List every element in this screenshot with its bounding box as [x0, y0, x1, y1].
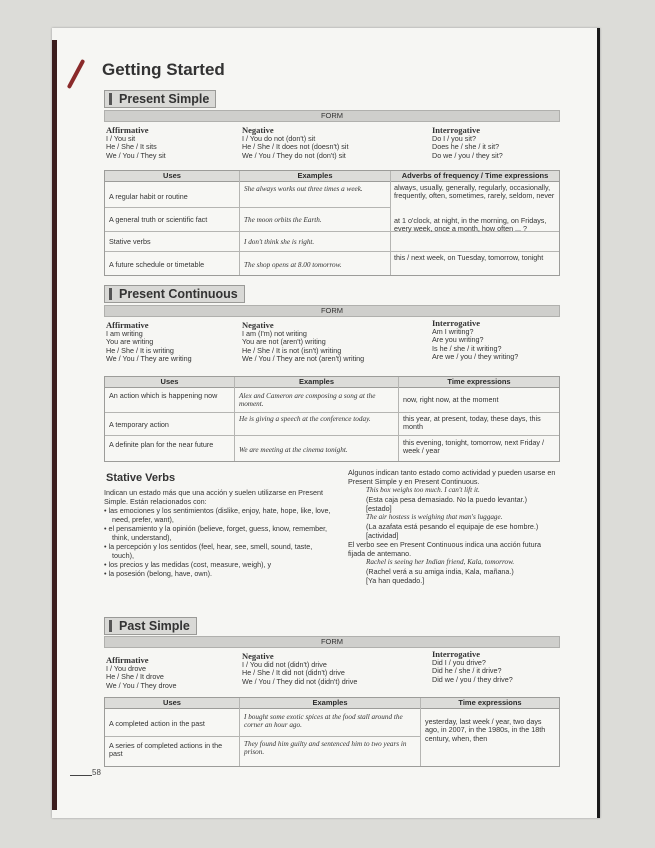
present-continuous-heading: Present Continuous [104, 285, 245, 303]
ps-adverbs-1: always, usually, generally, regularly, occasionally, frequently, often, sometimes, rarely, seldom, never [394, 183, 555, 201]
ps-adverbs-3: this / next week, on Tuesday, tomorrow, tonight [394, 253, 544, 262]
past-example-1: I bought some exotic spices at the food stall around the corner an hour ago. [244, 713, 403, 730]
ps-use-2: A general truth or scientific fact [109, 215, 208, 224]
ps-example-1: She always works out three times a week. [244, 185, 363, 193]
ps-example-3: I don't think she is right. [244, 238, 315, 246]
pc-use-1: An action which is happening now [109, 391, 218, 400]
ps-use-4: A future schedule or timetable [109, 260, 205, 269]
pc-example-1: Alex and Cameron are composing a song at the moment. [239, 392, 376, 409]
pc-negative: Negative I am (I'm) not writing You are not (aren't) writing He / She / It is not (isn't) writing We / You / They are not (aren't) writing [242, 320, 365, 364]
pc-example-3: We are meeting at the cinema tonight. [239, 446, 348, 454]
pc-use-3: A definite plan for the near future [109, 440, 214, 449]
past-use-2: A series of completed actions in the past [109, 741, 223, 759]
pc-interrogative: Interrogative Am I writing? Are you writing? Is he / she / it writing? Are we / you / they writing? [432, 318, 519, 362]
pc-example-2: He is giving a speech at the conference today. [239, 415, 371, 423]
ps-use-3: Stative verbs [109, 237, 151, 246]
stative-verbs-left: Indican un estado más que una acción y suelen utilizarse en Present Simple. Están relacionados con: • las emociones y los sentimientos (dislike, enjoy, hate, hope, like, love, need, prefer, want), • el pensamiento y la opinión (believe, forget, guess, know, remember, think, understand), • la percepción y los sentidos (feel, hear, see, smell, sound, taste, touch), • los precios y las medidas (cost, measure, weigh), y • la posesión (belong, have, own). [104, 488, 331, 578]
present-simple-form-bar: FORM [104, 110, 560, 122]
page-binding-shadow [52, 40, 57, 810]
ps-negative: Negative I / You do not (don't) sit He / She / It does not (doesn't) sit We / You / They do not (don't) sit [242, 125, 349, 160]
past-use-1: A completed action in the past [109, 719, 205, 728]
pc-col-time: Time expressions [399, 377, 559, 388]
page-number-rule [70, 775, 92, 776]
past-interrogative: Interrogative Did I / you drive? Did he / she / it drive? Did we / you / they drive? [432, 649, 513, 684]
past-simple-heading: Past Simple [104, 617, 197, 635]
past-simple-form-bar: FORM [104, 636, 560, 648]
ps-adverbs-2: at 1 o'clock, at night, in the morning, on Fridays, every week, once a month, how often ... ? [394, 216, 547, 234]
ps-example-2: The moon orbits the Earth. [244, 216, 322, 224]
page-number: 58 [92, 768, 101, 777]
ps-col-adverbs: Adverbs of frequency / Time expressions [391, 171, 559, 182]
past-time: yesterday, last week / year, two days ago, in 2007, in the 1980s, in the 18th century, when, then [425, 717, 546, 743]
present-continuous-form-bar: FORM [104, 305, 560, 317]
pc-col-examples: Examples [235, 377, 398, 388]
pc-use-2: A temporary action [109, 420, 169, 429]
ps-affirmative: Affirmative I / You sit He / She / It sits We / You / They sit [106, 125, 166, 160]
ps-col-examples: Examples [240, 171, 390, 182]
page-title: Getting Started [102, 60, 225, 79]
stative-verbs-right: Algunos indican tanto estado como actividad y pueden usarse en Present Simple y en Present Continuous. This box weighs too much. I can't lift it. (Esta caja pesa demasiado. No la puedo levantar.) [estado] The air hostess is weighing that man's luggage. (La azafata está pesando el equipaje de ese hombre.) [actividad] El verbo see en Present Continuous indica una acción futura fijada de antemano. Rachel is seeing her Indian friend, Kala, tomorrow. (Rachel verá a su amiga india, Kala, mañana.) [Ya han quedado.] [348, 468, 556, 585]
past-uses-table [104, 697, 560, 767]
past-negative: Negative I / You did not (didn't) drive He / She / It did not (didn't) drive We / You / They did not (didn't) drive [242, 651, 358, 686]
past-col-uses: Uses [105, 698, 239, 709]
pc-affirmative: Affirmative I am writing You are writing He / She / It is writing We / You / They are writing [106, 320, 192, 364]
pc-time-3: this evening, tonight, tomorrow, next Friday / week / year [403, 438, 545, 456]
pc-uses-table [104, 376, 560, 462]
ps-interrogative: Interrogative Do I / you sit? Does he / she / it sit? Do we / you / they sit? [432, 125, 503, 160]
present-simple-heading: Present Simple [104, 90, 216, 108]
ps-example-4: The shop opens at 8.00 tomorrow. [244, 261, 342, 269]
ps-use-1: A regular habit or routine [109, 192, 188, 201]
ps-col-uses: Uses [105, 171, 239, 182]
stative-verbs-title: Stative Verbs [106, 472, 176, 484]
pc-time-2: this year, at present, today, these days, this month [403, 414, 541, 432]
past-col-examples: Examples [240, 698, 420, 709]
ps-uses-table [104, 170, 560, 276]
pc-col-uses: Uses [105, 377, 234, 388]
past-col-time: Time expressions [421, 698, 559, 709]
past-affirmative: Affirmative I / You drove He / She / It drove We / You / They drove [106, 655, 177, 690]
pc-time-1: now, right now, at the moment [403, 395, 499, 404]
past-example-2: They found him guilty and sentenced him to two years in prison. [244, 740, 407, 757]
